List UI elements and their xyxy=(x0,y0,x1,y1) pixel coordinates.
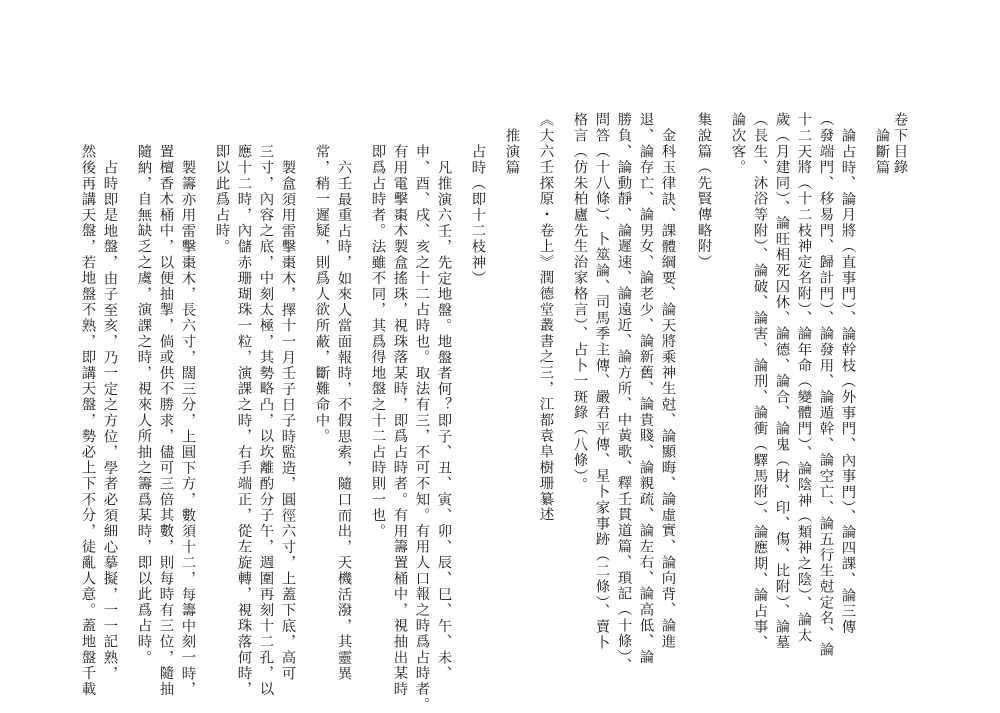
text-column: 推演篇 xyxy=(503,128,520,176)
text-column: 六壬最重占時，如來人當面報時，不假思索，隨口而出，天機活潑，其靈異 xyxy=(335,160,352,682)
text-column: 《大六壬探原・卷上》潤德堂叢書之三，江都袁阜樹珊纂述 xyxy=(537,112,554,523)
text-column: 常，稍一遲疑，則爲人欲所蔽，斷難命中。 xyxy=(313,144,330,445)
text-column: 論占時、論月將（直事門）、論幹枝（外事門、內事門）、論四課、論三傳 xyxy=(839,128,856,635)
page-title: 卷下目錄 xyxy=(891,112,908,176)
text-column: 三寸，內容之底，中刻太極，其勢略凸，以坎離酌分子午，週圍再刻十二孔，以 xyxy=(257,144,274,697)
text-column: （長生、沐浴等附）、論破、論害、論刑、論衝（驛馬附）、論應期、論占事、 xyxy=(751,112,768,651)
text-column: 應十二時，內儲赤珊瑚珠一粒，演課之時，右手端正，從左旋轉，視珠落何時， xyxy=(235,144,252,697)
text-column: 申、酉、戌、亥之十二占時也。取法有三，不可不知。有用人口報之時爲占時者。 xyxy=(413,144,430,713)
text-column: 十二天將（十二枝神定名附）、論年命（變體門）、論陰神（類神之陰）、論太 xyxy=(795,112,812,644)
text-column: 歲（月建同）、論旺相死囚休、論德、論合、論鬼（財、印、傷、比附）、論墓 xyxy=(773,112,790,651)
text-column: 凡推演六壬，先定地盤。地盤者何？即子、丑、寅、卯、辰、巳、午、未、 xyxy=(435,160,452,682)
text-column: 有用電擊棗木製盒搖珠，視珠落某時，即爲占時者。有用籌置桶中，視抽出某時 xyxy=(391,144,408,697)
text-column: 勝負、論動靜、論遲速、論遠近、論方所、中黃歌、釋壬貫道篇、瑣記（十條）、 xyxy=(615,112,632,674)
text-column: 置檀香木桶中，以便抽掣，倘或供不勝求，儘可三倍其數，則每時有三位，隨抽 xyxy=(157,144,174,697)
text-column: 製盒須用雷擊棗木，擇十一月壬子日子時監造，圓徑六寸，上蓋下底，高可 xyxy=(279,160,296,682)
text-column: 隨納，自無缺乏之虞，演課之時，視來人所抽之籌爲某時，即以此爲占時。 xyxy=(135,144,152,666)
text-column: 占時即是地盤，由子至亥，乃一定之方位，學者必須細心摹擬，一一記熟， xyxy=(101,160,118,682)
text-column: （發端門、移易門、歸計門）、論發用、論遁幹、論空亡、論五行生尅定名、論 xyxy=(817,112,834,658)
text-column: 集說篇（先賢傳略附） xyxy=(695,112,712,270)
text-column: 格言（仿朱柏廬先生治家格言）、占卜一斑錄（八條）。 xyxy=(571,112,588,493)
text-column: 占時（即十二枝神） xyxy=(469,144,486,287)
text-column: 金科玉律訣、課體綱要、論天將乘神生尅、論顯晦、論虛實、論向背、論進 xyxy=(659,128,676,650)
text-column: 論斷篇 xyxy=(873,128,890,176)
text-column: 製籌亦用雷擊棗木，長六寸，闊三分，上圓下方，數須十二，每籌中刻一時， xyxy=(179,160,196,698)
text-column: 退、論存亡、論男女、論老少、論新舊、論貴賤、論親疏、論左右、論高低、論 xyxy=(637,112,654,665)
text-column: 論次客。 xyxy=(729,112,746,176)
text-column: 即爲占時者。法雖不同，其爲得地盤之十二占時則一也。 xyxy=(369,144,386,539)
text-column: 問答（十八條）、卜筮論、司馬季主傳、嚴君平傳、星卜家事跡（二條）、賣卜 xyxy=(593,112,610,651)
text-column: 然後再講天盤，若地盤不熟，即講天盤，勢必上下不分，徒亂人意。蓋地盤千載 xyxy=(79,144,96,697)
text-column: 即以此爲占時。 xyxy=(213,144,230,255)
